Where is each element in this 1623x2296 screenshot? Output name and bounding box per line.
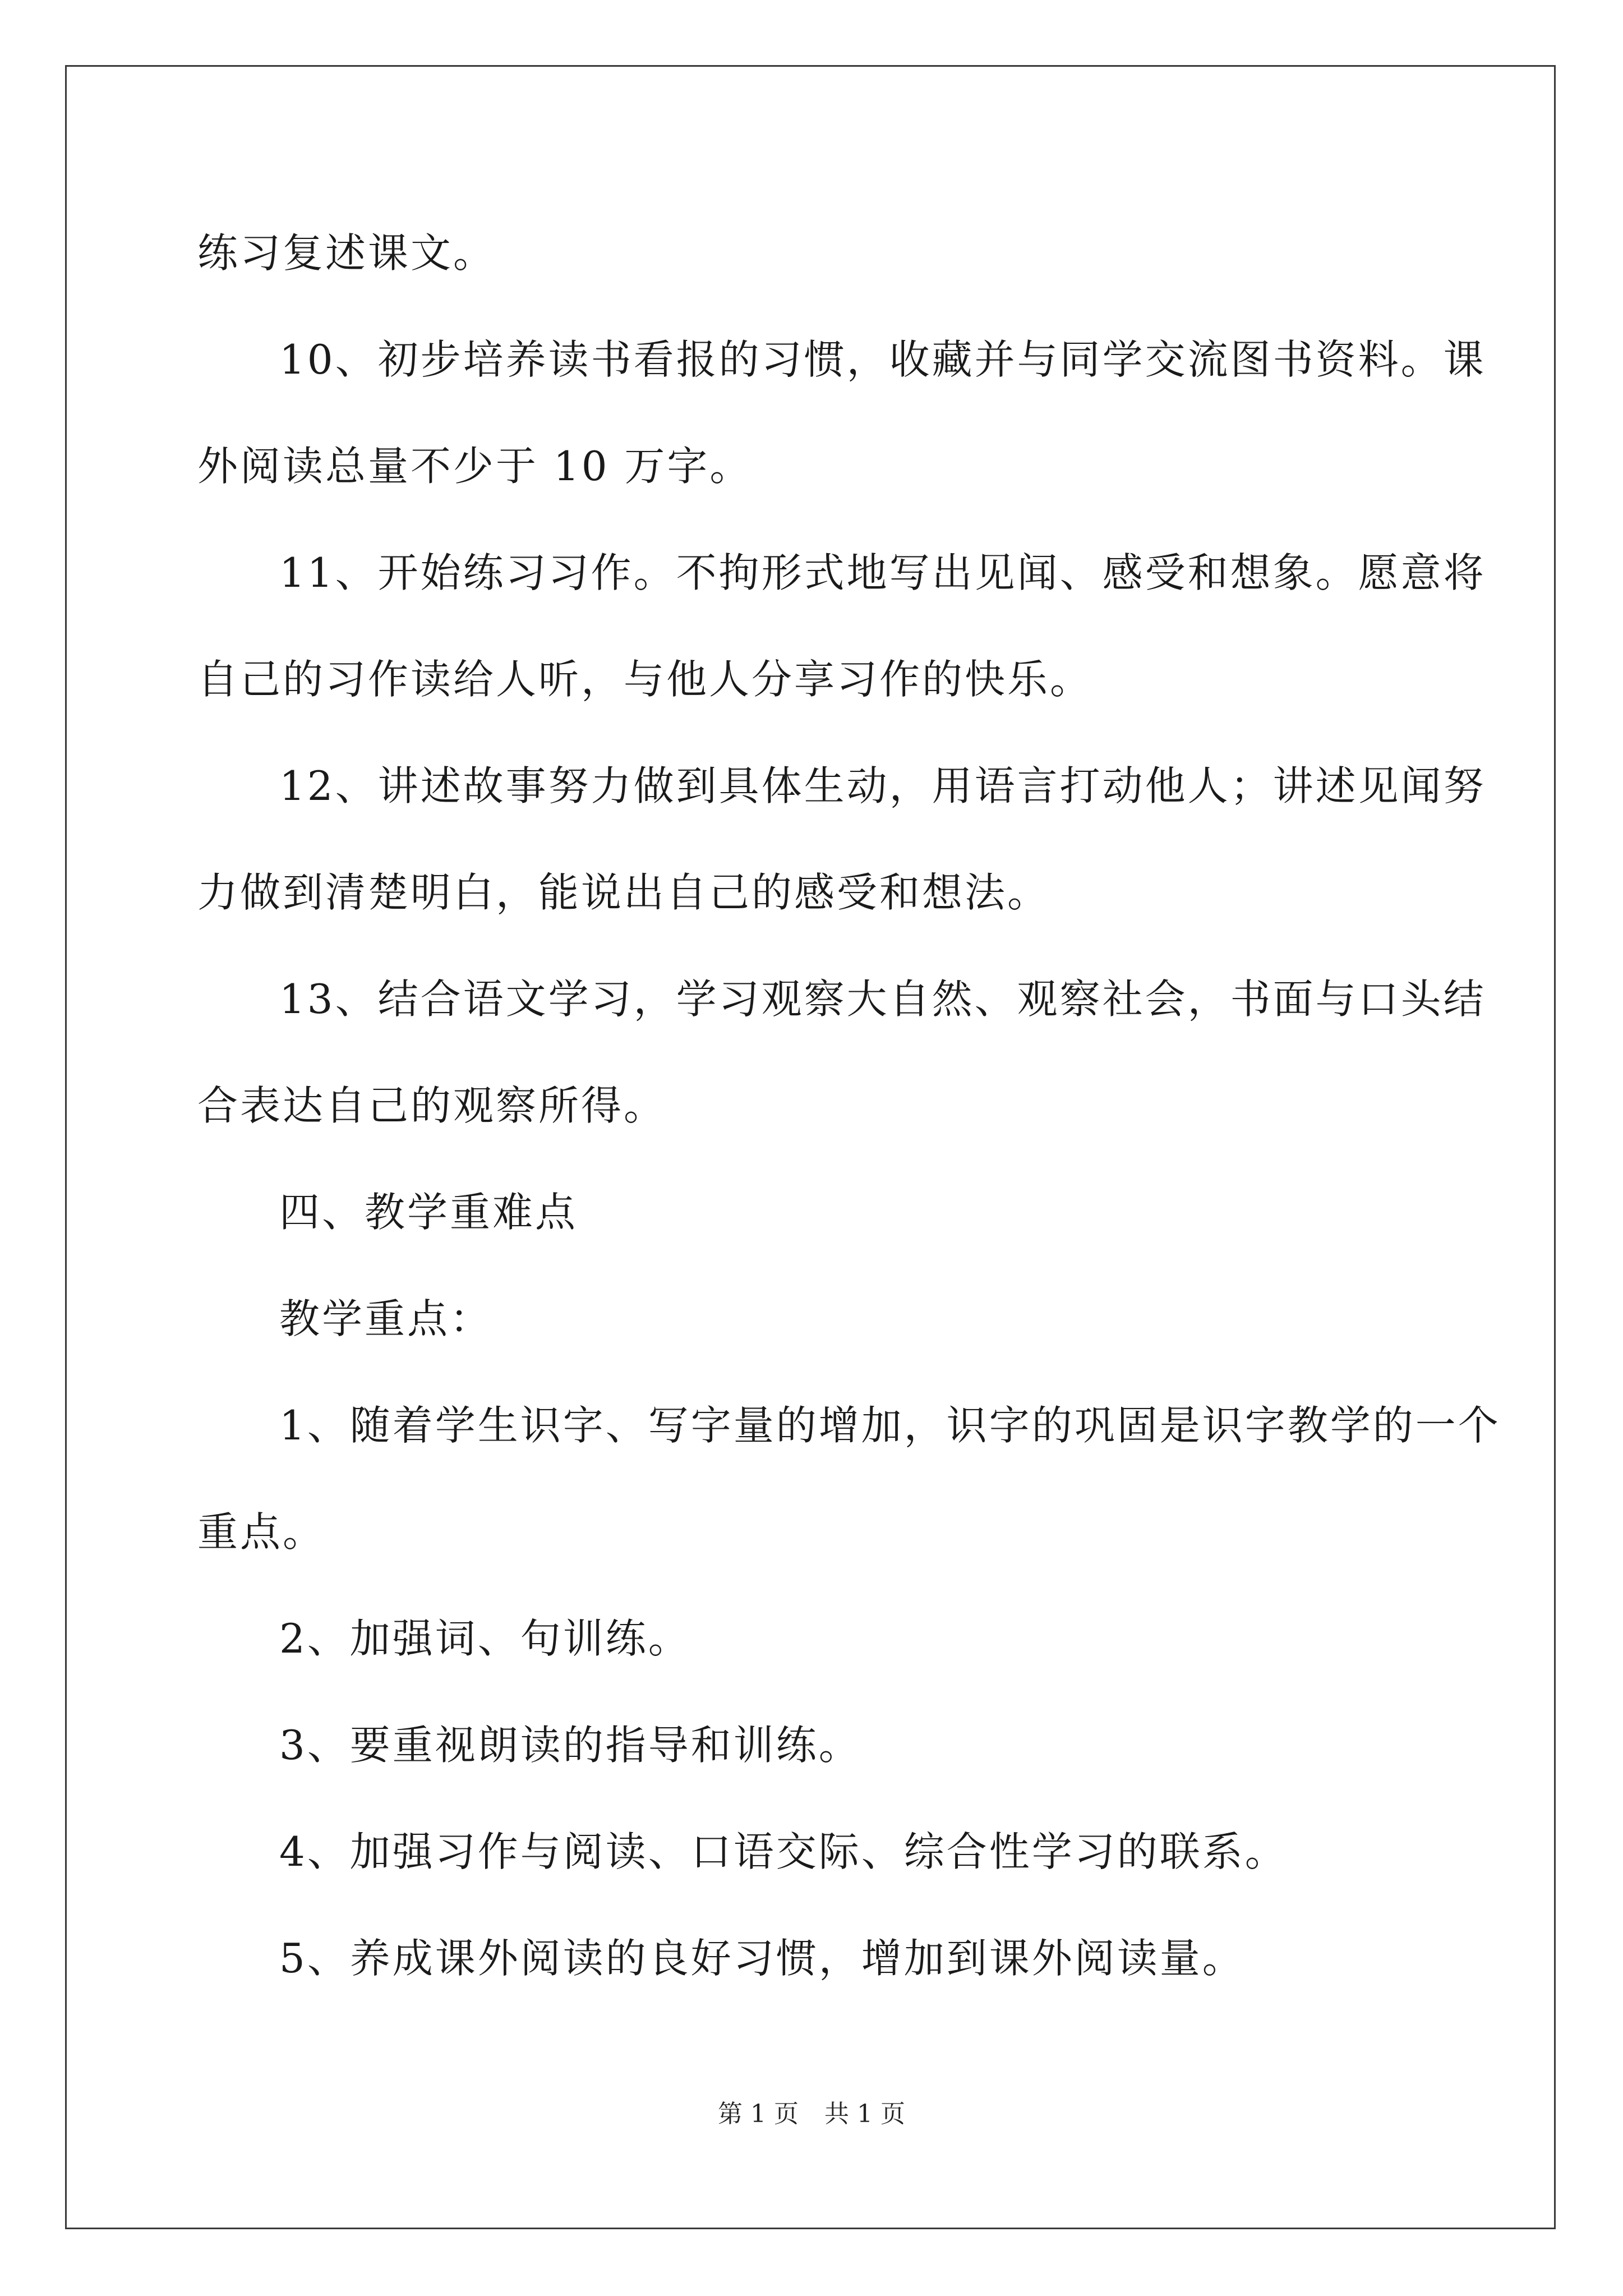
- subsection-heading: 教学重点：: [279, 1295, 493, 1342]
- list-item: 3、要重视朗读的指导和训练。: [279, 1722, 861, 1769]
- list-item: 1、随着学生识字、写字量的增加，识字的巩固是识字教学的一个: [279, 1402, 1501, 1449]
- list-item: 2、加强词、句训练。: [279, 1615, 691, 1662]
- text-line: 10、初步培养读书看报的习惯，收藏并与同学交流图书资料。课: [279, 336, 1486, 383]
- text-line: 11、开始练习习作。不拘形式地写出见闻、感受和想象。愿意将: [279, 549, 1486, 596]
- page-count: 共 1 页: [824, 2100, 905, 2128]
- text-line: 合表达自己的观察所得。: [197, 1082, 667, 1129]
- text-line: 13、结合语文学习，学习观察大自然、观察社会，书面与口头结: [279, 976, 1486, 1023]
- text-line: 练习复述课文。: [197, 229, 496, 277]
- page-number: 第 1 页: [718, 2100, 799, 2128]
- section-heading: 四、教学重难点: [279, 1189, 578, 1236]
- list-item: 4、加强习作与阅读、口语交际、综合性学习的联系。: [279, 1828, 1288, 1875]
- text-line: 重点。: [197, 1508, 326, 1556]
- list-item: 5、养成课外阅读的良好习惯，增加到课外阅读量。: [279, 1935, 1245, 1982]
- text-line: 力做到清楚明白，能说出自己的感受和想法。: [197, 869, 1050, 916]
- document-body: [197, 200, 1501, 2012]
- page-footer: [0, 2093, 1623, 2129]
- text-line: 12、讲述故事努力做到具体生动，用语言打动他人；讲述见闻努: [279, 762, 1486, 809]
- text-line: 自己的习作读给人听，与他人分享习作的快乐。: [197, 656, 1093, 703]
- text-line: 外阅读总量不少于 10 万字。: [197, 443, 753, 490]
